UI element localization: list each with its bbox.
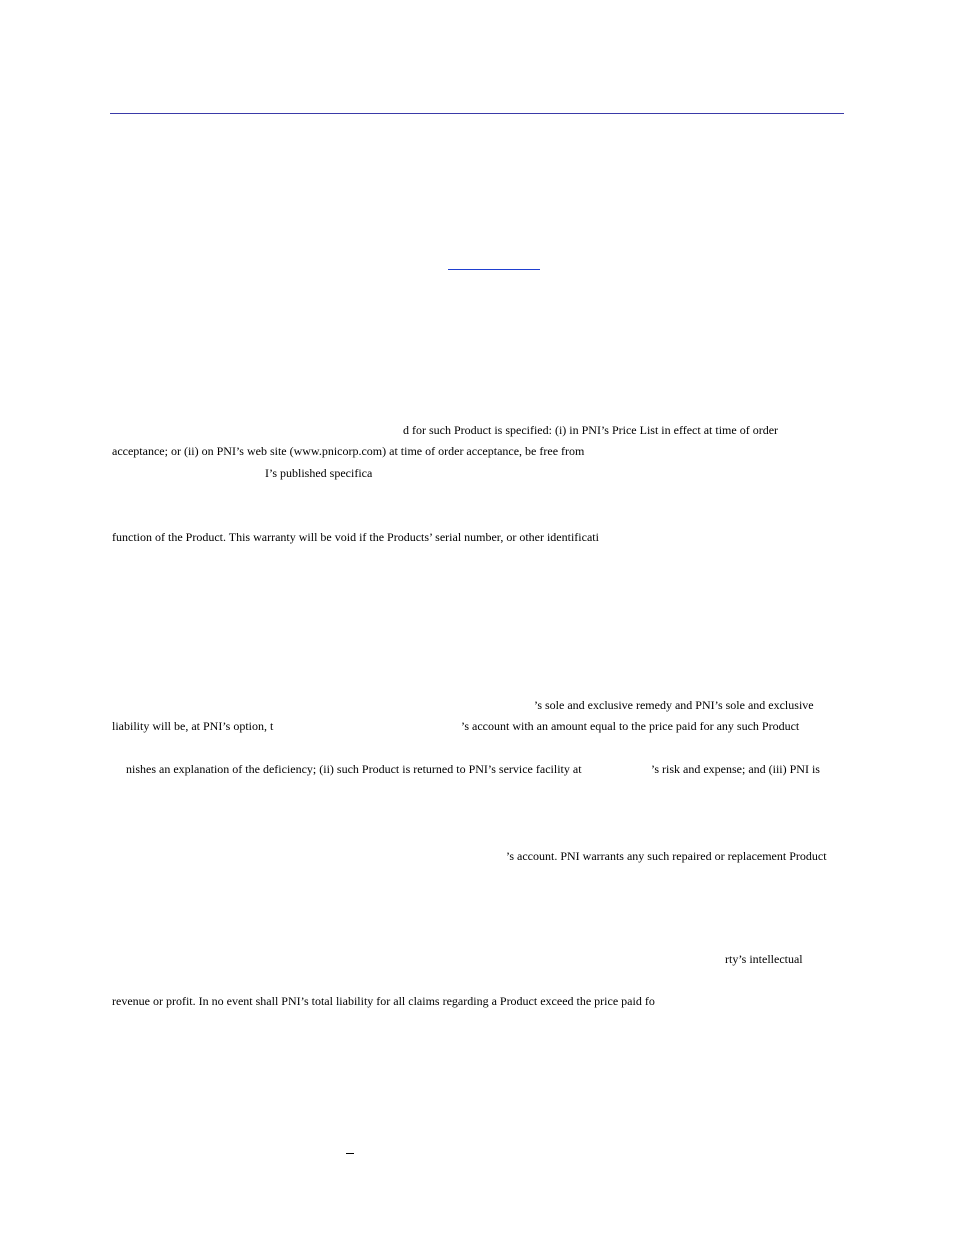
- text-fragment: ’s sole and exclusive remedy and PNI’s sole and exclusive: [534, 698, 814, 712]
- text-fragment: ’s account. PNI warrants any such repaired or replacement Product: [506, 849, 827, 863]
- text-fragment: nishes an explanation of the deficiency; (ii) such Product is returned to PNI’s service facility at: [126, 762, 582, 776]
- text-fragment: ’s risk and expense; and (iii) PNI is: [651, 762, 820, 776]
- hyperlink-underline[interactable]: [448, 269, 540, 270]
- text-fragment: I’s published specifica: [265, 466, 373, 480]
- header-rule: [110, 113, 844, 114]
- text-fragment: acceptance; or (ii) on PNI’s web site (www.pnicorp.com) at time of order acceptance, be free from: [112, 444, 585, 458]
- dash-mark: [346, 1153, 354, 1154]
- text-fragment: function of the Product. This warranty will be void if the Products’ serial number, or other identificati: [112, 530, 599, 544]
- text-fragment: ’s account with an amount equal to the price paid for any such Product: [461, 719, 800, 733]
- text-fragment: rty’s intellectual: [725, 952, 803, 966]
- text-fragment: liability will be, at PNI’s option, t: [112, 719, 274, 733]
- text-fragment: d for such Product is specified: (i) in PNI’s Price List in effect at time of order: [403, 423, 779, 437]
- text-fragment: revenue or profit. In no event shall PNI’s total liability for all claims regarding a Product exceed the price paid fo: [112, 994, 655, 1008]
